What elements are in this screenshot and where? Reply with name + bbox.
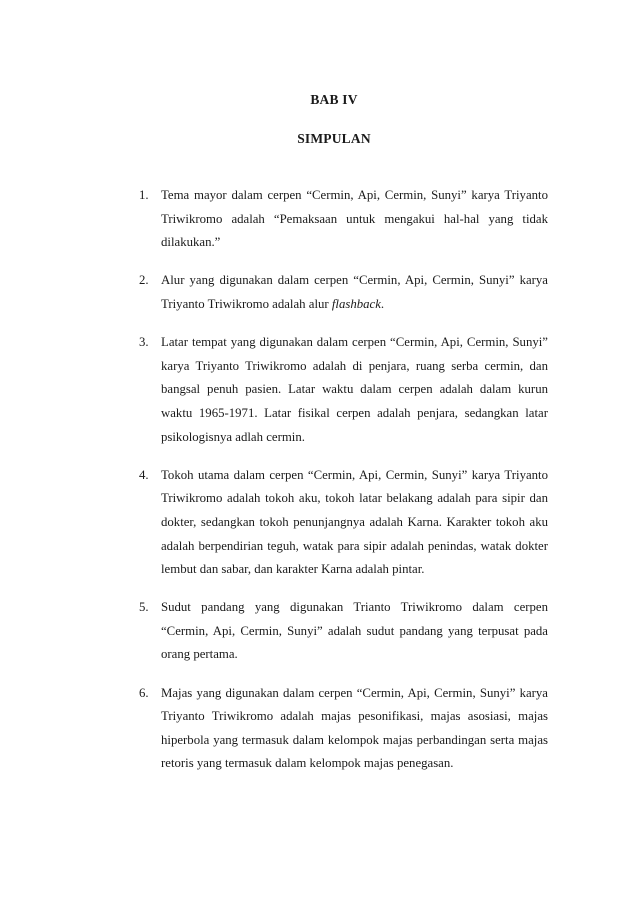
item-text-emphasis: flashback <box>331 296 381 311</box>
chapter-title: SIMPULAN <box>297 131 371 146</box>
conclusion-list <box>139 184 548 776</box>
chapter-heading: BAB IV <box>310 92 358 107</box>
item-text: Tema mayor dalam cerpen “Cermin, Api, Cermin, Sunyi” karya Triyanto Triwikromo adalah “Pemaksaan untuk mengakui hal-hal yang tidak dilakukan.” <box>161 188 548 250</box>
list-item <box>139 269 548 316</box>
item-text <box>161 269 548 316</box>
item-number: 3. <box>139 335 149 350</box>
item-text-suffix: . <box>380 296 385 311</box>
item-text: Latar tempat yang digunakan dalam cerpen “Cermin, Api, Cermin, Sunyi” karya Triyanto Triwikromo adalah di penjara, ruang serba cermin, dan bangsal penuh pasien. Latar waktu dalam cerpen adalah dalam kurun waktu 1965-1971. Latar fisikal cerpen adalah penjara, sedangkan latar psikologisnya adlah cermin. <box>161 335 548 444</box>
item-text: Sudut pandang yang digunakan Trianto Triwikromo dalam cerpen “Cermin, Api, Cermin, Sunyi” adalah sudut pandang yang terpusat pada orang pertama. <box>161 600 548 662</box>
list-item <box>139 331 548 449</box>
list-item <box>139 184 548 255</box>
item-text: Majas yang digunakan dalam cerpen “Cermin, Api, Cermin, Sunyi” karya Triyanto Triwikromo adalah majas pesonifikasi, majas asosiasi, majas hiperbola yang termasuk dalam kelompok majas perbandingan serta majas retoris yang termasuk dalam kelompok majas penegasan. <box>161 685 548 771</box>
item-text: Tokoh utama dalam cerpen “Cermin, Api, Cermin, Sunyi” karya Triyanto Triwikromo adalah tokoh aku, tokoh latar belakang adalah para sipir dan dokter, sedangkan tokoh penunjangnya adalah Karna. Karakter tokoh aku adalah berpendirian teguh, watak para sipir adalah penindas, watak dokter lembut dan sabar, dan karakter Karna adalah pintar. <box>161 467 548 577</box>
item-number: 2. <box>139 273 149 288</box>
item-number: 4. <box>139 467 149 482</box>
list-item <box>139 464 548 582</box>
item-number: 1. <box>139 188 149 202</box>
list-item <box>139 596 548 667</box>
list-item <box>139 682 548 776</box>
item-number: 6. <box>139 685 149 700</box>
item-text-main: Alur yang digunakan dalam cerpen “Cermin, Api, Cermin, Sunyi” karya Triyanto Triwikromo adalah alur <box>161 273 548 311</box>
item-number: 5. <box>139 600 149 615</box>
